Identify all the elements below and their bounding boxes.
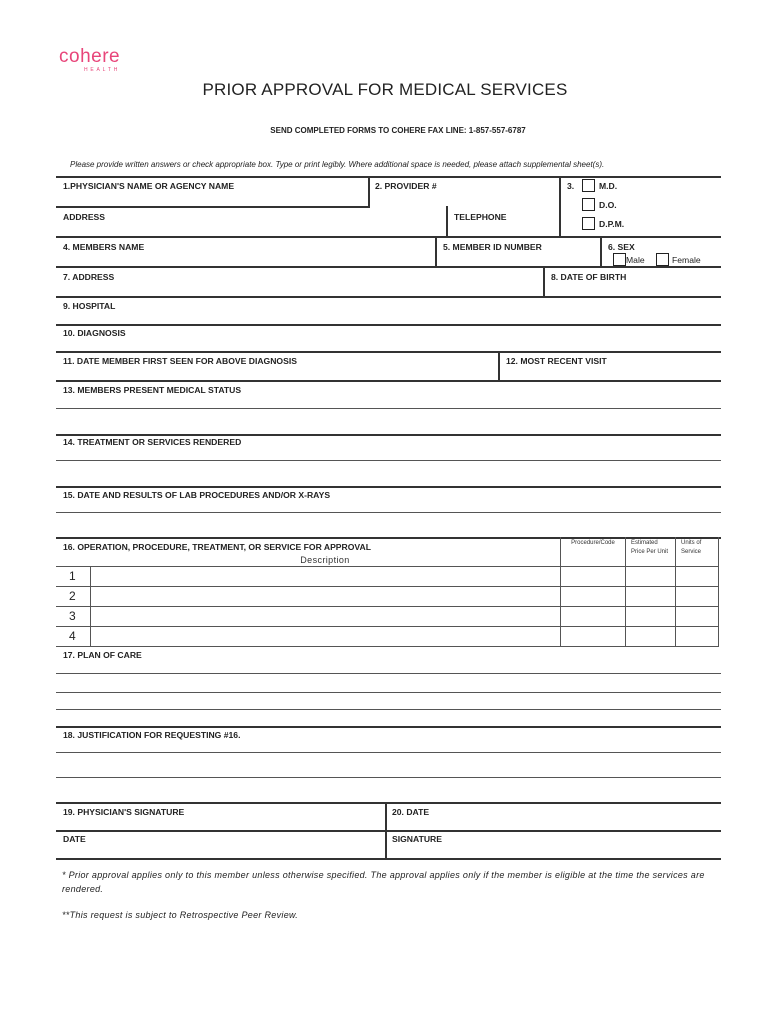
male-checkbox[interactable] xyxy=(613,253,626,266)
md-checkbox[interactable] xyxy=(582,179,595,192)
divider xyxy=(56,380,721,382)
female-checkbox[interactable] xyxy=(656,253,669,266)
divider xyxy=(559,176,561,237)
fax-line: SEND COMPLETED FORMS TO COHERE FAX LINE: 1-857-557-6787 xyxy=(270,126,526,135)
cohere-logo-subtitle: HEALTH xyxy=(84,67,121,73)
divider xyxy=(446,206,448,237)
divider xyxy=(543,266,545,297)
credential-label: 3. xyxy=(567,181,575,191)
lab-results-field[interactable]: 15. DATE AND RESULTS OF LAB PROCEDURES AND/OR X-RAYS xyxy=(63,490,331,500)
dpm-label: D.P.M. xyxy=(599,219,625,229)
dpm-checkbox[interactable] xyxy=(582,217,595,230)
table-col-divider xyxy=(718,537,719,647)
divider xyxy=(56,236,721,238)
medical-status-field[interactable]: 13. MEMBERS PRESENT MEDICAL STATUS xyxy=(63,385,242,395)
divider xyxy=(56,434,721,436)
sex-label: 6. SEX xyxy=(608,242,635,252)
table-col-divider xyxy=(625,537,626,647)
divider xyxy=(498,351,500,381)
telephone-field[interactable]: TELEPHONE xyxy=(454,212,507,222)
row-number: 4 xyxy=(69,629,76,643)
table-row-divider xyxy=(56,586,719,587)
signature-field[interactable]: SIGNATURE xyxy=(392,834,442,844)
divider xyxy=(56,512,721,513)
do-label: D.O. xyxy=(599,200,617,210)
table-row-divider xyxy=(56,626,719,627)
physician-signature-field[interactable]: 19. PHYSICIAN'S SIGNATURE xyxy=(63,807,185,817)
dob-field[interactable]: 8. DATE OF BIRTH xyxy=(551,272,627,282)
estimated-price-header: Estimated Price Per Unit xyxy=(631,540,669,555)
divider xyxy=(56,486,721,488)
divider xyxy=(56,673,721,674)
divider xyxy=(368,176,370,207)
form-bottom-border xyxy=(56,858,721,860)
members-name-field[interactable]: 4. MEMBERS NAME xyxy=(63,242,145,252)
md-label: M.D. xyxy=(599,181,618,191)
instructions: Please provide written answers or check appropriate box. Type or print legibly. Where additional space is needed, please attach supplemental sheet(s). xyxy=(70,160,605,169)
provider-number-field[interactable]: 2. PROVIDER # xyxy=(375,181,437,191)
divider xyxy=(56,266,721,268)
page-title: PRIOR APPROVAL FOR MEDICAL SERVICES xyxy=(202,80,568,99)
divider xyxy=(56,709,721,710)
divider xyxy=(600,236,602,267)
footnote-peer-review: **This request is subject to Retrospective Peer Review. xyxy=(62,910,299,920)
hospital-field[interactable]: 9. HOSPITAL xyxy=(63,301,116,311)
table-row-divider xyxy=(56,646,719,647)
date-field[interactable]: DATE xyxy=(63,834,86,844)
address2-field[interactable]: 7. ADDRESS xyxy=(63,272,115,282)
table-row-divider xyxy=(56,566,719,567)
form-top-border xyxy=(56,176,721,178)
physician-name-field[interactable]: 1.PHYSICIAN'S NAME OR AGENCY NAME xyxy=(63,181,235,191)
divider xyxy=(56,777,721,778)
female-label: Female xyxy=(672,255,701,265)
description-header: Description xyxy=(300,555,350,565)
divider xyxy=(56,830,721,832)
row-number: 1 xyxy=(69,569,76,583)
recent-visit-field[interactable]: 12. MOST RECENT VISIT xyxy=(506,356,607,366)
row-number: 2 xyxy=(69,589,76,603)
divider xyxy=(56,692,721,693)
justification-field[interactable]: 18. JUSTIFICATION FOR REQUESTING #16. xyxy=(63,730,241,740)
row-number: 3 xyxy=(69,609,76,623)
divider xyxy=(435,236,437,267)
divider xyxy=(56,726,721,728)
treatment-field[interactable]: 14. TREATMENT OR SERVICES RENDERED xyxy=(63,437,242,447)
male-label: Male xyxy=(626,255,645,265)
units-header: Units of Service xyxy=(681,540,702,555)
divider xyxy=(56,802,721,804)
operation-header: 16. OPERATION, PROCEDURE, TREATMENT, OR SERVICE FOR APPROVAL xyxy=(63,542,371,552)
member-id-field[interactable]: 5. MEMBER ID NUMBER xyxy=(443,242,542,252)
first-seen-field[interactable]: 11. DATE MEMBER FIRST SEEN FOR ABOVE DIAGNOSIS xyxy=(63,356,297,366)
table-row-divider xyxy=(56,606,719,607)
cohere-logo: cohere xyxy=(59,46,121,67)
diagnosis-field[interactable]: 10. DIAGNOSIS xyxy=(63,328,126,338)
divider xyxy=(56,296,721,298)
divider xyxy=(56,351,721,353)
address-field[interactable]: ADDRESS xyxy=(63,212,106,222)
divider xyxy=(56,324,721,326)
footnote-eligibility: * Prior approval applies only to this member unless otherwise specified. The approval applies only if the member is eligible at the time the services are rendered. xyxy=(62,870,705,894)
date-20-field[interactable]: 20. DATE xyxy=(392,807,430,817)
plan-of-care-field[interactable]: 17. PLAN OF CARE xyxy=(63,650,142,660)
divider xyxy=(56,206,370,208)
table-col-divider xyxy=(560,537,561,647)
do-checkbox[interactable] xyxy=(582,198,595,211)
divider xyxy=(56,408,721,409)
table-col-divider xyxy=(675,537,676,647)
procedure-code-header: Procedure/Code xyxy=(571,540,615,546)
divider xyxy=(56,752,721,753)
divider xyxy=(56,460,721,461)
